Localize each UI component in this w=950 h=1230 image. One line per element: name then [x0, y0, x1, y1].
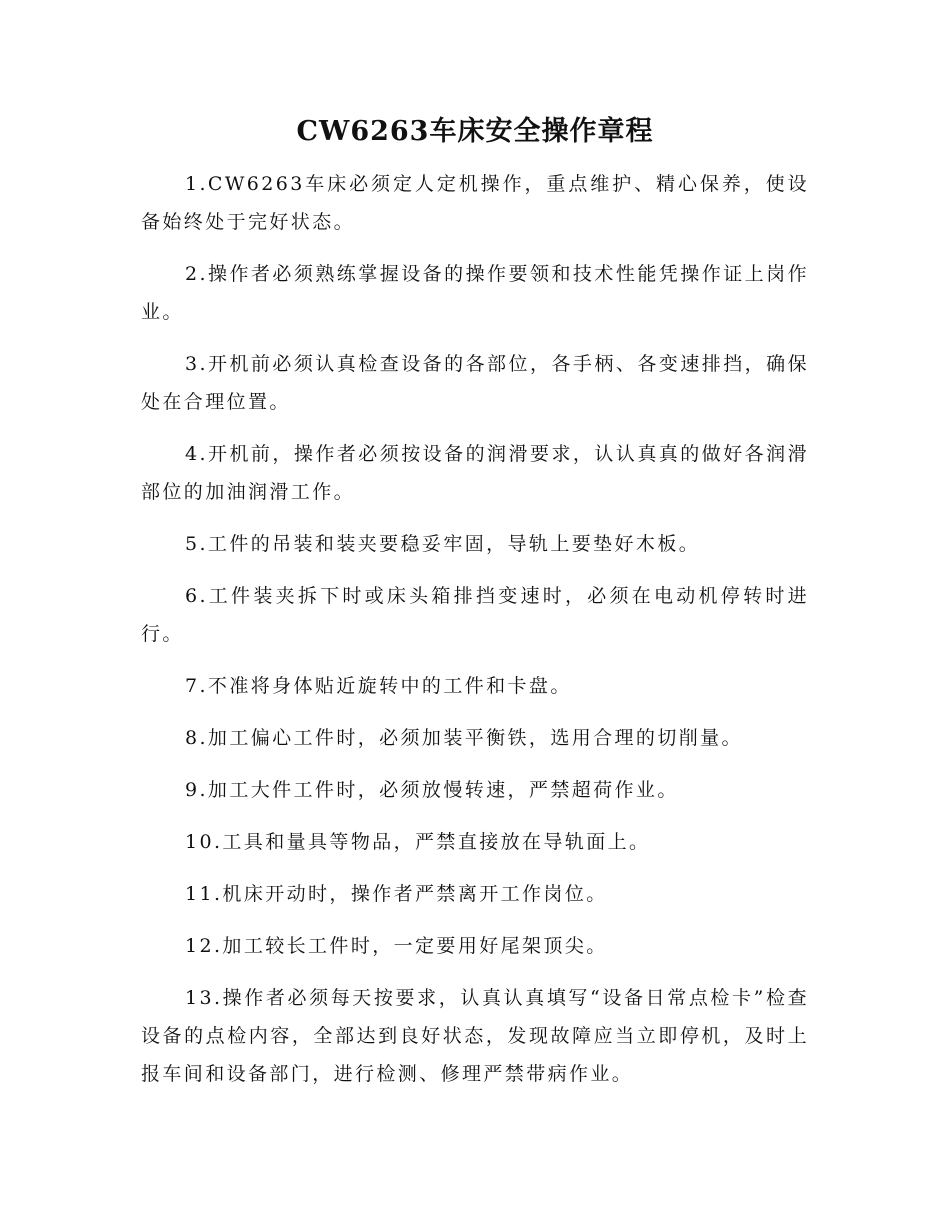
clause-12: 12.加工较长工件时，一定要用好尾架顶尖。	[185, 935, 608, 957]
clause-7: 7.不准将身体贴近旋转中的工件和卡盘。	[185, 675, 572, 697]
clause-8: 8.加工偏心工件时，必须加装平衡铁，选用合理的切削量。	[185, 727, 743, 749]
document-body	[141, 165, 809, 1107]
clause-1: 1.CW6263车床必须定人定机操作，重点维护、精心保养，使设备始终处于完好状态。	[141, 173, 809, 233]
document-title: CW6263车床安全操作章程	[296, 116, 654, 147]
clause-5: 5.工件的吊装和装夹要稳妥牢固，导轨上要垫好木板。	[185, 533, 701, 555]
clause-11: 11.机床开动时，操作者严禁离开工作岗位。	[185, 883, 608, 905]
clause-9: 9.加工大件工件时，必须放慢转速，严禁超荷作业。	[185, 779, 679, 801]
clause-4: 4.开机前，操作者必须按设备的润滑要求，认认真真的做好各润滑部位的加油润滑工作。	[141, 443, 809, 503]
clause-2: 2.操作者必须熟练掌握设备的操作要领和技术性能凭操作证上岗作业。	[141, 263, 809, 323]
clause-6: 6.工件装夹拆下时或床头箱排挡变速时，必须在电动机停转时进行。	[141, 585, 809, 645]
clause-10: 10.工具和量具等物品，严禁直接放在导轨面上。	[185, 831, 651, 853]
clause-13: 13.操作者必须每天按要求，认真认真填写“设备日常点检卡”检查设备的点检内容，全部达到良好状态，发现故障应当立即停机，及时上报车间和设备部门，进行检测、修理严禁带病作业。	[141, 987, 809, 1085]
clause-3: 3.开机前必须认真检查设备的各部位，各手柄、各变速排挡，确保处在合理位置。	[141, 353, 809, 413]
